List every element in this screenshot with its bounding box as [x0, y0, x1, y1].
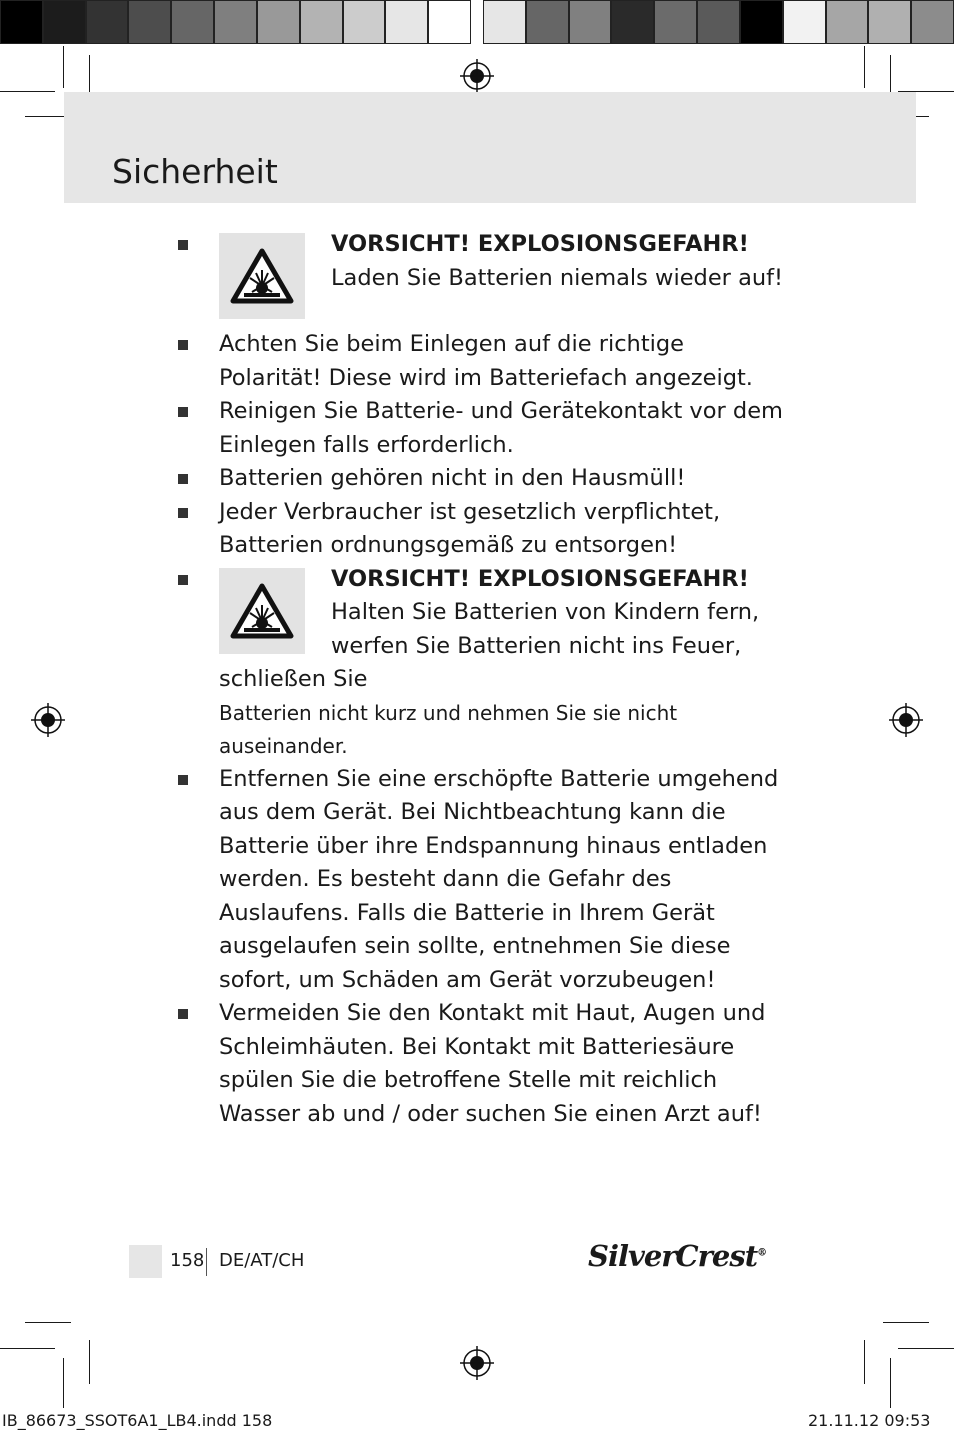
color-swatch: [343, 0, 386, 44]
list-item: [175, 395, 785, 462]
explosion-warning-icon: [219, 568, 305, 654]
color-swatch: [911, 0, 954, 44]
color-swatch: [783, 0, 826, 44]
color-swatch: [0, 0, 43, 44]
language-codes: DE/AT/CH: [219, 1250, 305, 1271]
warning-title: VORSICHT! EXPLOSIONSGEFAHR!: [331, 231, 749, 257]
list-item: [175, 462, 785, 496]
print-slug-datetime: 21.11.12 09:53: [808, 1411, 931, 1430]
color-swatch: [526, 0, 569, 44]
crop-mark: [63, 1358, 64, 1408]
color-swatch: [171, 0, 214, 44]
brand-logo: [588, 1239, 766, 1273]
list-item-text: Jeder Verbraucher ist gesetzlich verpflichtet, Batterien ordnungsgemäß zu entsorgen!: [219, 498, 721, 558]
registration-mark-icon: [31, 703, 65, 737]
color-swatch: [300, 0, 343, 44]
page-number-box: [129, 1245, 162, 1278]
crop-mark: [890, 1358, 891, 1408]
bullet-icon: [178, 240, 188, 250]
list-item-warning: [175, 563, 785, 763]
bullet-icon: [178, 775, 188, 785]
color-swatch: [483, 0, 526, 44]
bullet-icon: [178, 407, 188, 417]
color-swatch: [569, 0, 612, 44]
color-swatch: [385, 0, 428, 44]
list-item: [175, 763, 785, 998]
color-swatch: [868, 0, 911, 44]
registration-mark-icon: [889, 703, 923, 737]
color-swatch: [43, 0, 86, 44]
list-item-text: Reinigen Sie Batterie- und Gerätekontakt vor dem Einlegen falls erforderlich.: [219, 398, 783, 458]
brand-name: SilverCrest: [588, 1239, 758, 1273]
crop-mark: [0, 1348, 55, 1349]
warning-text: Laden Sie Batterien niemals wieder auf!: [331, 264, 784, 291]
crop-mark: [25, 1322, 71, 1323]
crop-mark: [0, 91, 55, 92]
registration-mark-icon: [460, 59, 494, 93]
color-swatch: [740, 0, 783, 44]
list-item-text: Batterien gehören nicht in den Hausmüll!: [219, 465, 686, 491]
warning-text: Halten Sie Batterien von Kindern fern, werfen Sie Batterien nicht ins Feuer, schließen Sie: [219, 599, 760, 692]
warning-text-tail: Batterien nicht kurz und nehmen Sie sie nicht auseinander.: [219, 700, 678, 758]
explosion-warning-icon: [219, 233, 305, 319]
crop-mark: [63, 46, 64, 88]
color-calibration-bar-left: [0, 0, 471, 46]
page-number: 158: [170, 1250, 205, 1271]
list-item-text: Achten Sie beim Einlegen auf die richtige Polarität! Diese wird im Batteriefach angezeigt.: [219, 331, 753, 391]
color-swatch: [428, 0, 471, 44]
list-item-text: Vermeiden Sie den Kontakt mit Haut, Augen und Schleimhäuten. Bei Kontakt mit Batteriesäure spülen Sie die betroffene Stelle mit reichlich Wasser ab und / oder suchen Sie einen Arzt auf!: [219, 1000, 766, 1127]
color-swatch: [214, 0, 257, 44]
color-calibration-bar-right: [483, 0, 954, 46]
bullet-icon: [178, 1009, 188, 1019]
color-swatch: [128, 0, 171, 44]
list-item-warning: [175, 228, 785, 319]
crop-mark: [864, 1340, 865, 1384]
list-item: [175, 997, 785, 1131]
list-item-text: Entfernen Sie eine erschöpfte Batterie umgehend aus dem Gerät. Bei Nichtbeachtung kann die Batterie über ihre Endspannung hinaus entladen werden. Es besteht dann die Gefahr des Auslaufens. Falls die Batterie in Ihrem Gerät ausgelaufen sein sollte, entnehmen Sie diese sofort, um Schäden am Gerät vorzubeugen!: [219, 765, 779, 993]
crop-mark: [883, 1322, 929, 1323]
warning-title: VORSICHT! EXPLOSIONSGEFAHR!: [331, 565, 749, 592]
list-item: [175, 496, 785, 563]
crop-mark: [898, 1348, 954, 1349]
bullet-icon: [178, 474, 188, 484]
safety-list: [175, 228, 785, 1131]
crop-mark: [864, 46, 865, 88]
bullet-icon: [178, 340, 188, 350]
list-item: [175, 328, 785, 395]
color-swatch: [86, 0, 129, 44]
color-swatch: [697, 0, 740, 44]
color-swatch: [654, 0, 697, 44]
bullet-icon: [178, 575, 188, 585]
footer-divider: [206, 1248, 207, 1276]
page-title: Sicherheit: [112, 152, 278, 191]
color-swatch: [257, 0, 300, 44]
bullet-icon: [178, 508, 188, 518]
color-swatch: [826, 0, 869, 44]
brand-registered-mark: ®: [757, 1247, 767, 1259]
registration-mark-icon: [460, 1346, 494, 1380]
print-slug-file: IB_86673_SSOT6A1_LB4.indd 158: [2, 1411, 273, 1430]
color-swatch: [611, 0, 654, 44]
crop-mark: [89, 1340, 90, 1384]
